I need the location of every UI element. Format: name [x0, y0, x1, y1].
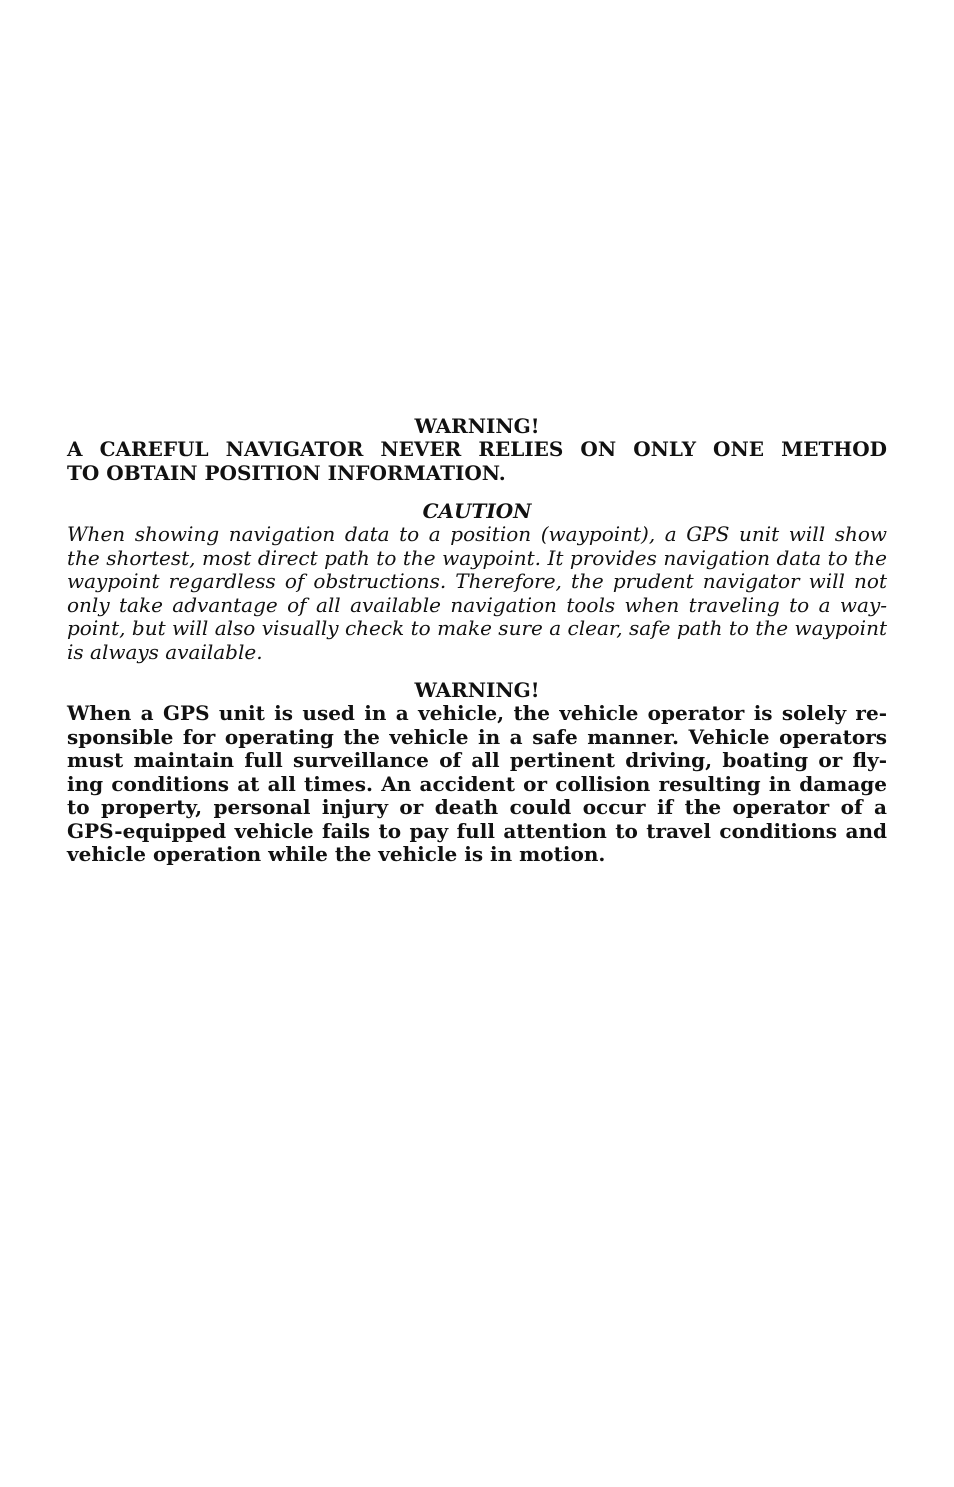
warning-text-1 — [67, 438, 887, 485]
text-line: When showing navigation data to a position (waypoint), a GPS unit will show — [67, 522, 887, 546]
text-line: TO OBTAIN POSITION INFORMATION. — [67, 460, 506, 485]
document-page — [67, 414, 887, 881]
warning-section-2 — [67, 678, 887, 867]
text-line: sponsible for operating the vehicle in a safe manner. Vehicle operators — [67, 724, 887, 749]
warning-heading-1: WARNING! — [414, 414, 540, 438]
text-line: is always available. — [67, 639, 263, 664]
text-line: vehicle operation while the vehicle is in motion. — [67, 842, 606, 866]
caution-text — [67, 523, 887, 664]
text-line: waypoint regardless of obstructions. Therefore, the prudent navigator will not — [67, 569, 887, 593]
text-line: point, but will also visually check to make sure a clear, safe path to the waypoint — [67, 616, 887, 640]
text-line: ing conditions at all times. An accident or collision resulting in damage — [67, 771, 887, 796]
warning-text-2 — [67, 702, 887, 867]
text-line: must maintain full surveillance of all pertinent driving, boating or fly- — [67, 748, 887, 772]
text-line: to property, personal injury or death could occur if the operator of a — [67, 795, 887, 819]
warning-section-1 — [67, 414, 887, 485]
caution-section — [67, 499, 887, 664]
caution-heading: CAUTION — [422, 499, 532, 523]
text-line: When a GPS unit is used in a vehicle, the vehicle operator is solely re- — [67, 701, 887, 725]
text-line: only take advantage of all available navigation tools when traveling to a way- — [67, 592, 887, 617]
text-line: the shortest, most direct path to the waypoint. It provides navigation data to the — [67, 545, 887, 570]
text-line: GPS-equipped vehicle fails to pay full attention to travel conditions and — [67, 818, 887, 843]
warning-heading-2: WARNING! — [414, 678, 540, 702]
text-line: A CAREFUL NAVIGATOR NEVER RELIES ON ONLY ONE METHOD — [67, 437, 887, 461]
